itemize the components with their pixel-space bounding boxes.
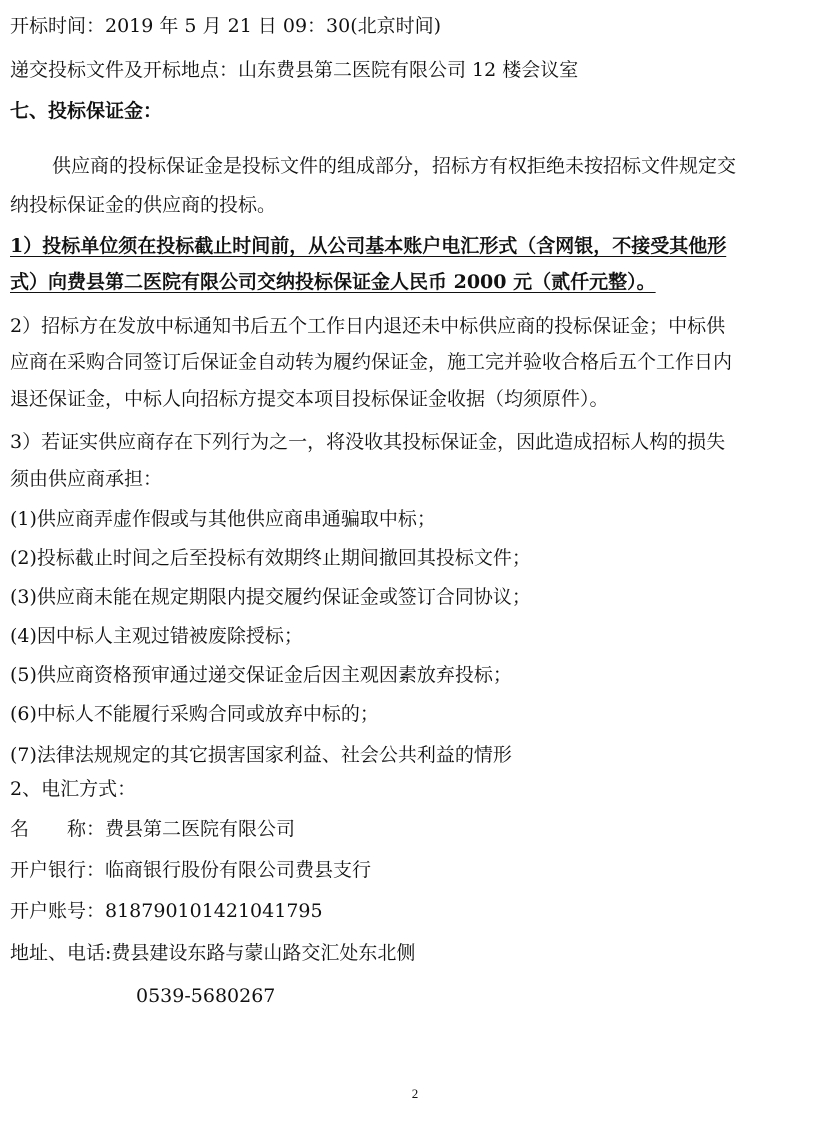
paragraph-line: 供应商的投标保证金是投标文件的组成部分，招标方有权拒绝未按招标文件规定交 xyxy=(52,155,737,177)
forfeit-item: (5)供应商资格预审通过递交保证金后因主观因素放弃投标； xyxy=(10,664,512,686)
account-number: 开户账号：818790101421041795 xyxy=(10,900,323,922)
address: 地址、电话:费县建设东路与蒙山路交汇处东北侧 xyxy=(10,942,416,964)
wire-transfer-heading: 2、电汇方式： xyxy=(10,778,137,800)
forfeit-clause-line: 3）若证实供应商存在下列行为之一，将没收其投标保证金，因此造成招标人构的损失 xyxy=(10,431,726,453)
forfeit-item: (2)投标截止时间之后至投标有效期终止期间撤回其投标文件； xyxy=(10,547,531,569)
forfeit-item: (1)供应商弄虚作假或与其他供应商串通骗取中标； xyxy=(10,508,436,530)
forfeit-item: (4)因中标人主观过错被废除授标； xyxy=(10,625,303,647)
bid-opening-time: 开标时间：2019 年 5 月 21 日 09：30(北京时间) xyxy=(10,15,442,37)
bond-requirement-line: 式）向费县第二医院有限公司交纳投标保证金人民币 2000 元（贰仟元整）。 xyxy=(10,271,656,293)
paragraph-line: 纳投标保证金的供应商的投标。 xyxy=(10,194,277,216)
refund-clause-line: 退还保证金，中标人向招标方提交本项目投标保证金收据（均须原件）。 xyxy=(10,388,609,410)
bond-requirement-line: 1）投标单位须在投标截止时间前，从公司基本账户电汇形式（含网银，不接受其他形 xyxy=(10,235,727,257)
page-number: 2 xyxy=(411,1086,419,1101)
forfeit-item: (6)中标人不能履行采购合同或放弃中标的； xyxy=(10,703,379,725)
phone-number: 0539-5680267 xyxy=(136,985,276,1007)
section-heading-bid-bond: 七、投标保证金： xyxy=(10,100,163,122)
bid-submission-location: 递交投标文件及开标地点：山东费县第二医院有限公司 12 楼会议室 xyxy=(10,59,579,81)
refund-clause-line: 2）招标方在发放中标通知书后五个工作日内退还未中标供应商的投标保证金；中标供 xyxy=(10,315,726,337)
forfeit-clause-line: 须由供应商承担： xyxy=(10,468,163,490)
refund-clause-line: 应商在采购合同签订后保证金自动转为履约保证金，施工完并验收合格后五个工作日内 xyxy=(10,351,733,373)
account-name: 名 称：费县第二医院有限公司 xyxy=(10,818,296,840)
forfeit-item: (7)法律法规规定的其它损害国家利益、社会公共利益的情形 xyxy=(10,744,512,766)
bank-name: 开户银行：临商银行股份有限公司费县支行 xyxy=(10,859,372,881)
forfeit-item: (3)供应商未能在规定期限内提交履约保证金或签订合同协议； xyxy=(10,586,531,608)
